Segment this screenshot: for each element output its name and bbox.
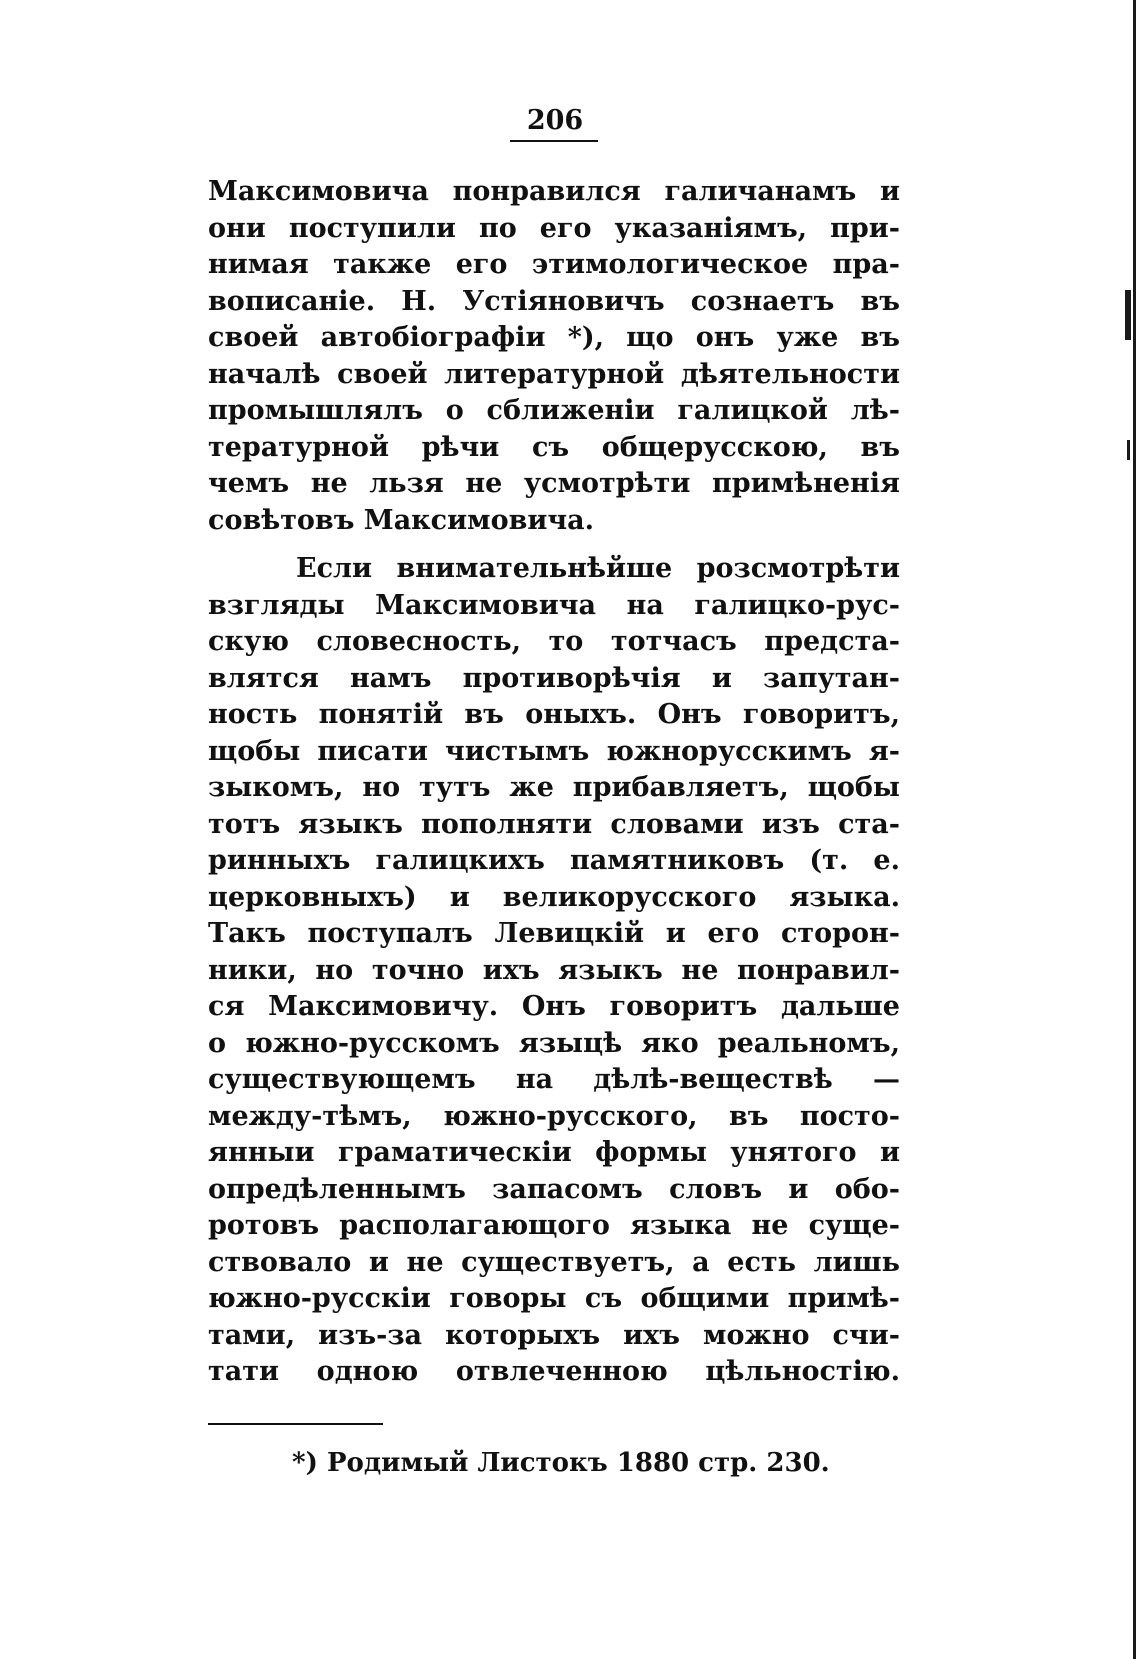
text-line: влятся намъ противорѣчія и запутан- — [208, 662, 900, 694]
text-line: вописаніе. Н. Устіяновичъ сознаетъ въ — [208, 285, 900, 317]
text-line: промышлялъ о сближеніи галицкой лѣ- — [208, 395, 900, 426]
text-line: зыкомъ, но тутъ же прибавляетъ, щобы — [208, 772, 900, 803]
text-line: ники, но точно ихъ языкъ не понравил- — [208, 954, 900, 986]
text-line: щобы писати чистымъ южнорусскимъ я- — [208, 735, 900, 767]
footnote-divider — [208, 1423, 383, 1425]
text-line: Такъ поступалъ Левицкій и его сторон- — [208, 918, 900, 949]
text-line: существующемъ на дѣлѣ-веществѣ — — [208, 1064, 900, 1095]
text-line: совѣтовъ Максимовича. — [208, 504, 595, 536]
text-line: тотъ языкъ пополняти словами изъ ста- — [208, 808, 900, 840]
page-number-underline — [510, 140, 598, 142]
page-number: 206 — [526, 105, 584, 136]
text-line: о южно-русскомъ языцѣ яко реальномъ, — [208, 1027, 900, 1059]
page-edge-mark — [1125, 290, 1131, 340]
text-line: взгляды Максимовича на галицко-рус- — [208, 589, 900, 621]
text-line: Если внимательнѣйше розсмотрѣти — [296, 553, 900, 584]
text-line: янныи граматическіи формы унятого и — [208, 1137, 900, 1168]
text-line: нимая также его этимологическое пра- — [208, 249, 900, 280]
text-line: ротовъ располагающого языка не суще- — [208, 1210, 900, 1241]
text-line: Максимовича понравился галичанамъ и — [208, 176, 900, 207]
text-line: ствовало и не существуетъ, а есть лишь — [208, 1246, 900, 1278]
text-line: началѣ своей литературной дѣятельности — [208, 358, 900, 390]
text-line: тати одною отвлеченною цѣльностію. — [208, 1356, 900, 1387]
text-line: тературной рѣчи съ общерусскою, въ — [208, 431, 900, 463]
text-line: чемъ не льзя не усмотрѣти примѣненія — [208, 468, 900, 499]
text-line: своей автобіографіи *), що онъ уже въ — [208, 322, 900, 353]
page-edge-line — [1133, 0, 1136, 1659]
text-line: ность понятій въ оныхъ. Онъ говоритъ, — [208, 699, 900, 730]
text-line: опредѣленнымъ запасомъ словъ и обо- — [208, 1173, 900, 1205]
text-line: между-тѣмъ, южно-русского, въ посто- — [208, 1100, 900, 1132]
paragraph-2 — [208, 551, 900, 1391]
text-line: ся Максимовичу. Онъ говоритъ дальше — [208, 991, 900, 1022]
text-line: ринныхъ галицкихъ памятниковъ (т. е. — [208, 845, 900, 876]
text-line: они поступили по его указаніямъ, при- — [208, 212, 900, 244]
text-line: тами, изъ-за которыхъ ихъ можно счи- — [208, 1319, 900, 1351]
page-edge-mark — [1127, 440, 1130, 460]
footnote: *) Родимый Листокъ 1880 стр. 230. — [292, 1448, 830, 1478]
paragraph-1 — [208, 174, 900, 539]
text-line: церковныхъ) и великорусского языка. — [208, 881, 900, 913]
text-line: скую словесность, то тотчасъ предста- — [208, 626, 900, 657]
text-line: южно-русскіи говоры съ общими примѣ- — [208, 1283, 900, 1314]
